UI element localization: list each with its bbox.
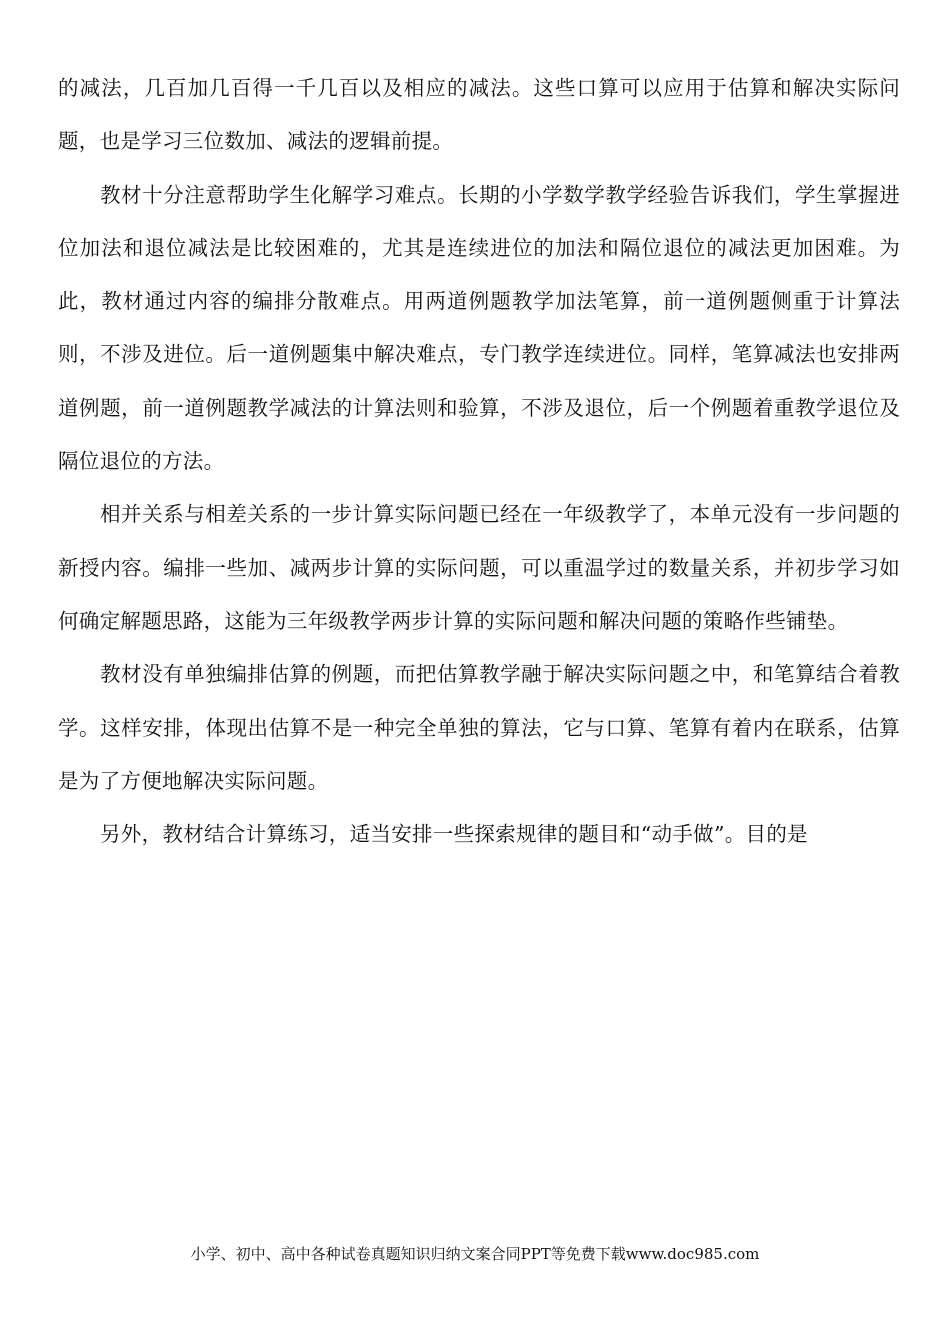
paragraph-exploration: 另外，教材结合计算练习，适当安排一些探索规律的题目和“动手做”。目的是 (100, 822, 808, 847)
page-footer: 小学、初中、高中各种试卷真题知识归纳文案合同PPT等免费下载www.doc985.com (190, 1245, 760, 1263)
paragraph-word-problems: 相并关系与相差关系的一步计算实际问题已经在一年级教学了，本单元没有一步问题的新授内容。编排一些加、减两步计算的实际问题，可以重温学过的数量关系，并初步学习如何确定解题思路，这能为三年级教学两步计算的实际问题和解决问题的策略作些铺垫。 (58, 502, 900, 633)
document-body (58, 62, 900, 861)
paragraph-continuation: 的减法，几百加几百得一千几百以及相应的减法。这些口算可以应用于估算和解决实际问题，也是学习三位数加、减法的逻辑前提。 (58, 76, 900, 154)
paragraph-learning-difficulties: 教材十分注意帮助学生化解学习难点。长期的小学数学教学经验告诉我们，学生掌握进位加法和退位减法是比较困难的，尤其是连续进位的加法和隔位退位的减法更加困难。为此，教材通过内容的编排分散难点。用两道例题教学加法笔算，前一道例题侧重于计算法则，不涉及进位。后一道例题集中解决难点，专门教学连续进位。同样，笔算减法也安排两道例题，前一道例题教学减法的计算法则和验算，不涉及退位，后一个例题着重教学退位及隔位退位的方法。 (58, 182, 900, 474)
paragraph-estimation: 教材没有单独编排估算的例题，而把估算教学融于解决实际问题之中，和笔算结合着教学。这样安排，体现出估算不是一种完全单独的算法，它与口算、笔算有着内在联系，估算是为了方便地解决实际问题。 (58, 662, 900, 793)
